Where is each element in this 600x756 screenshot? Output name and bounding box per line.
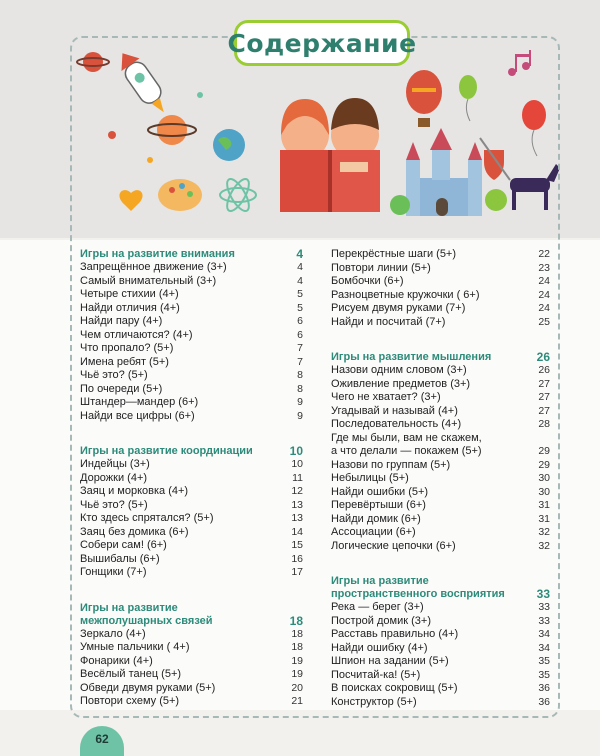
entry-title: Где мы были, вам не скажем, а что делали — покажем (5+) xyxy=(331,431,482,457)
toc-entry[interactable] xyxy=(80,499,303,513)
entry-page-number: 9 xyxy=(297,396,303,408)
section-title-text: Игры на развитие внимания xyxy=(80,248,235,260)
atom-icon xyxy=(220,176,256,214)
toc-entry[interactable] xyxy=(331,432,550,459)
entry-page-number: 28 xyxy=(538,418,550,430)
entry-title: Найди ошибку (4+) xyxy=(331,641,428,654)
page-number: 62 xyxy=(95,732,109,746)
section-gap xyxy=(80,580,303,602)
entry-title: Заяц без домика (6+) xyxy=(80,525,189,538)
entry-title: По очереди (5+) xyxy=(80,382,163,395)
section-title-text: Игры на развитие мышления xyxy=(331,351,492,363)
entry-title: Назови одним словом (3+) xyxy=(331,364,467,376)
entry-title: Чего не хватает? (3+) xyxy=(331,391,441,403)
entry-page-number: 22 xyxy=(538,248,550,260)
entry-title: Повтори линии (5+) xyxy=(331,261,431,274)
balloon-icon xyxy=(522,100,546,156)
entry-page-number: 9 xyxy=(297,409,303,422)
entry-title: Река — берег (3+) xyxy=(331,601,424,613)
toc-entry[interactable] xyxy=(80,539,303,553)
entry-title: Угадывай и называй (4+) xyxy=(331,404,458,417)
toc-entry[interactable] xyxy=(331,669,550,683)
toc-entry[interactable] xyxy=(80,628,303,642)
toc-entry[interactable] xyxy=(80,396,303,410)
section-title-text: Игры на развитие межполушарных связей xyxy=(80,601,213,627)
entry-title: Гонщики (7+) xyxy=(80,566,147,578)
toc-entry[interactable] xyxy=(80,668,303,682)
section-title[interactable] xyxy=(331,575,550,601)
entry-page-number: 4 xyxy=(297,274,303,287)
toc-entry[interactable] xyxy=(331,682,550,696)
entry-page-number: 18 xyxy=(291,641,303,653)
toc-entry[interactable] xyxy=(80,329,303,343)
entry-title: Бомбочки (6+) xyxy=(331,275,404,287)
entry-page-number: 17 xyxy=(291,566,303,578)
entry-page-number: 11 xyxy=(292,471,303,484)
entry-page-number: 19 xyxy=(291,668,303,680)
entry-title: Весёлый танец (5+) xyxy=(80,668,182,680)
section-title-text: Игры на развитие координации xyxy=(80,445,253,457)
toc-entry[interactable] xyxy=(331,391,550,405)
entry-page-number: 18 xyxy=(291,627,303,640)
entry-page-number: 32 xyxy=(538,526,550,538)
entry-title: Обведи двумя руками (5+) xyxy=(80,681,216,694)
toc-entry[interactable] xyxy=(80,695,303,709)
entry-page-number: 31 xyxy=(538,512,550,525)
toc-entry[interactable] xyxy=(331,696,550,710)
entry-title: Логические цепочки (6+) xyxy=(331,539,456,552)
section-gap xyxy=(331,329,550,351)
section-gap xyxy=(331,553,550,575)
toc-entry[interactable] xyxy=(80,472,303,486)
toc-entry[interactable] xyxy=(331,615,550,629)
toc-entry[interactable] xyxy=(80,356,303,370)
entry-title: Индейцы (3+) xyxy=(80,458,150,470)
saturn-icon xyxy=(148,115,196,145)
entry-page-number: 13 xyxy=(291,512,303,524)
entry-title: Построй домик (3+) xyxy=(331,614,431,627)
toc-entry[interactable] xyxy=(80,342,303,356)
entry-title: Что пропало? (5+) xyxy=(80,342,174,354)
toc-entry[interactable] xyxy=(331,499,550,513)
toc-entry[interactable] xyxy=(331,472,550,486)
entry-title: Перевёртыши (6+) xyxy=(331,499,426,511)
entry-title: Имена ребят (5+) xyxy=(80,355,169,368)
rocket-icon xyxy=(113,47,172,119)
hot-air-balloon-icon xyxy=(406,70,442,127)
entry-page-number: 5 xyxy=(297,288,303,300)
toc-left-column xyxy=(80,248,303,709)
toc-section xyxy=(80,602,303,709)
toc-entry[interactable] xyxy=(331,316,550,330)
entry-title: Найди и посчитай (7+) xyxy=(331,315,446,328)
entry-title: Небылицы (5+) xyxy=(331,472,409,484)
entry-title: Запрещённое движение (3+) xyxy=(80,261,227,273)
toc-entry[interactable] xyxy=(80,566,303,580)
entry-page-number: 24 xyxy=(538,275,550,287)
heart-icon xyxy=(119,190,142,211)
entry-title: В поисках сокровищ (5+) xyxy=(331,682,458,694)
horse-icon xyxy=(510,164,560,210)
toc-entry[interactable] xyxy=(331,418,550,432)
toc-section xyxy=(80,248,303,423)
entry-title: Кто здесь спрятался? (5+) xyxy=(80,512,214,524)
entry-title: Четыре стихии (4+) xyxy=(80,288,179,300)
entry-title: Рисуем двумя руками (7+) xyxy=(331,302,466,314)
entry-title: Зеркало (4+) xyxy=(80,627,146,640)
entry-page-number: 12 xyxy=(291,485,303,497)
entry-title: Расставь правильно (4+) xyxy=(331,628,459,640)
entry-page-number: 29 xyxy=(538,458,550,471)
entry-title: Собери сам! (6+) xyxy=(80,539,167,551)
toc-entry[interactable] xyxy=(331,405,550,419)
toc-section xyxy=(331,248,550,329)
toc-entry[interactable] xyxy=(80,410,303,424)
toc-entry[interactable] xyxy=(331,601,550,615)
section-page-number: 26 xyxy=(536,350,550,364)
toc-entry[interactable] xyxy=(80,275,303,289)
entry-page-number: 25 xyxy=(538,315,550,328)
entry-page-number: 36 xyxy=(538,695,550,708)
entry-page-number: 30 xyxy=(538,472,550,484)
section-gap xyxy=(80,423,303,445)
section-page-number: 4 xyxy=(296,247,303,261)
toc-entry[interactable] xyxy=(331,378,550,392)
entry-title: Повтори схему (5+) xyxy=(80,695,180,707)
toc-entry[interactable] xyxy=(331,275,550,289)
castle-icon xyxy=(406,128,482,216)
entry-page-number: 23 xyxy=(538,261,550,274)
toc-entry[interactable] xyxy=(331,262,550,276)
toc-entry[interactable] xyxy=(80,553,303,567)
entry-title: Найди домик (6+) xyxy=(331,512,421,525)
toc-entry[interactable] xyxy=(80,485,303,499)
entry-page-number: 6 xyxy=(297,315,303,327)
entry-page-number: 33 xyxy=(538,614,550,627)
entry-title: Штандер—мандер (6+) xyxy=(80,396,199,408)
section-title-text: Игры на развитие пространственного восприятия xyxy=(331,575,505,600)
entry-page-number: 27 xyxy=(538,404,550,417)
entry-title: Найди ошибки (5+) xyxy=(331,485,429,498)
entry-page-number: 29 xyxy=(538,445,550,457)
toc-entry[interactable] xyxy=(331,289,550,303)
entry-page-number: 7 xyxy=(297,355,303,368)
section-page-number: 18 xyxy=(289,613,303,628)
entry-title: Найди отличия (4+) xyxy=(80,301,180,314)
entry-page-number: 8 xyxy=(297,382,303,395)
toc-entry[interactable] xyxy=(80,261,303,275)
globe-icon xyxy=(213,129,245,161)
entry-page-number: 5 xyxy=(297,301,303,314)
toc-entry[interactable] xyxy=(331,302,550,316)
entry-title: Найди все цифры (6+) xyxy=(80,409,195,422)
entry-page-number: 24 xyxy=(538,288,550,301)
entry-title: Ассоциации (6+) xyxy=(331,526,416,538)
section-title[interactable] xyxy=(331,351,550,364)
toc-right-column xyxy=(331,248,550,709)
toc-entry[interactable] xyxy=(80,369,303,383)
entry-page-number: 16 xyxy=(291,552,303,565)
entry-title: Самый внимательный (3+) xyxy=(80,274,217,287)
toc-entry[interactable] xyxy=(80,655,303,669)
entry-page-number: 20 xyxy=(291,681,303,694)
entry-page-number: 35 xyxy=(538,655,550,667)
entry-title: Заяц и морковка (4+) xyxy=(80,485,189,497)
entry-title: Конструктор (5+) xyxy=(331,695,417,708)
page-number-tab xyxy=(80,726,124,756)
toc-entry[interactable] xyxy=(80,302,303,316)
entry-title: Назови по группам (5+) xyxy=(331,458,451,471)
balloon-icon xyxy=(459,75,477,121)
toc-entry[interactable] xyxy=(80,512,303,526)
toc-entry[interactable] xyxy=(80,315,303,329)
entry-page-number: 30 xyxy=(538,485,550,498)
entry-page-number: 21 xyxy=(291,695,303,707)
toc-entry[interactable] xyxy=(80,526,303,540)
section-page-number: 10 xyxy=(289,444,303,458)
toc-entry[interactable] xyxy=(331,642,550,656)
entry-title: Последовательность (4+) xyxy=(331,418,462,430)
entry-title: Умные пальчики ( 4+) xyxy=(80,641,190,653)
entry-page-number: 34 xyxy=(538,641,550,654)
entry-title: Фонарики (4+) xyxy=(80,654,153,667)
entry-page-number: 31 xyxy=(538,499,550,511)
planet-icon xyxy=(77,52,109,72)
entry-title: Найди пару (4+) xyxy=(80,315,163,327)
section-title[interactable] xyxy=(80,445,303,458)
palette-icon xyxy=(158,179,202,211)
entry-title: Посчитай-ка! (5+) xyxy=(331,668,421,681)
entry-page-number: 26 xyxy=(538,364,550,376)
entry-page-number: 27 xyxy=(538,391,550,403)
entry-page-number: 8 xyxy=(297,369,303,381)
toc-entry[interactable] xyxy=(80,682,303,696)
toc-entry[interactable] xyxy=(80,641,303,655)
toc-section xyxy=(331,351,550,553)
toc-entry[interactable] xyxy=(80,288,303,302)
toc-entry[interactable] xyxy=(80,383,303,397)
title-badge xyxy=(227,20,417,66)
entry-page-number: 33 xyxy=(538,601,550,613)
entry-title: Перекрёстные шаги (5+) xyxy=(331,248,457,260)
entry-page-number: 14 xyxy=(291,525,303,538)
entry-page-number: 13 xyxy=(291,498,303,511)
entry-title: Разноцветные кружочки ( 6+) xyxy=(331,288,480,301)
toc-entry[interactable] xyxy=(80,458,303,472)
entry-page-number: 34 xyxy=(538,628,550,640)
entry-page-number: 32 xyxy=(538,539,550,552)
entry-page-number: 15 xyxy=(291,539,303,551)
entry-title: Чьё это? (5+) xyxy=(80,498,148,511)
entry-page-number: 19 xyxy=(291,654,303,667)
entry-page-number: 27 xyxy=(538,377,550,390)
toc-entry[interactable] xyxy=(331,655,550,669)
toc-entry[interactable] xyxy=(331,628,550,642)
toc-entry[interactable] xyxy=(331,459,550,473)
entry-page-number: 6 xyxy=(297,328,303,341)
section-title[interactable] xyxy=(80,602,303,628)
toc-section xyxy=(80,445,303,580)
entry-title: Дорожки (4+) xyxy=(80,471,148,484)
toc-entry[interactable] xyxy=(331,486,550,500)
entry-page-number: 4 xyxy=(297,261,303,273)
entry-page-number: 24 xyxy=(538,302,550,314)
section-title[interactable] xyxy=(80,248,303,261)
toc-entry[interactable] xyxy=(331,526,550,540)
page-title: Содержание xyxy=(227,28,417,58)
entry-title: Вышибалы (6+) xyxy=(80,552,160,565)
entry-title: Шпион на задании (5+) xyxy=(331,655,449,667)
toc-entry[interactable] xyxy=(331,248,550,262)
entry-page-number: 10 xyxy=(291,458,303,470)
entry-title: Чьё это? (5+) xyxy=(80,369,148,381)
music-notes-icon xyxy=(508,50,531,76)
shield-icon xyxy=(480,138,510,180)
entry-page-number: 35 xyxy=(538,668,550,681)
entry-page-number: 36 xyxy=(538,682,550,694)
children-reading-icon xyxy=(280,98,380,212)
toc-entry[interactable] xyxy=(331,513,550,527)
toc-entry[interactable] xyxy=(331,540,550,554)
toc-entry[interactable] xyxy=(331,364,550,378)
entry-title: Чем отличаются? (4+) xyxy=(80,328,193,341)
entry-page-number: 7 xyxy=(297,342,303,354)
section-page-number: 33 xyxy=(536,587,550,601)
toc-section xyxy=(331,575,550,709)
entry-title: Оживление предметов (3+) xyxy=(331,377,471,390)
